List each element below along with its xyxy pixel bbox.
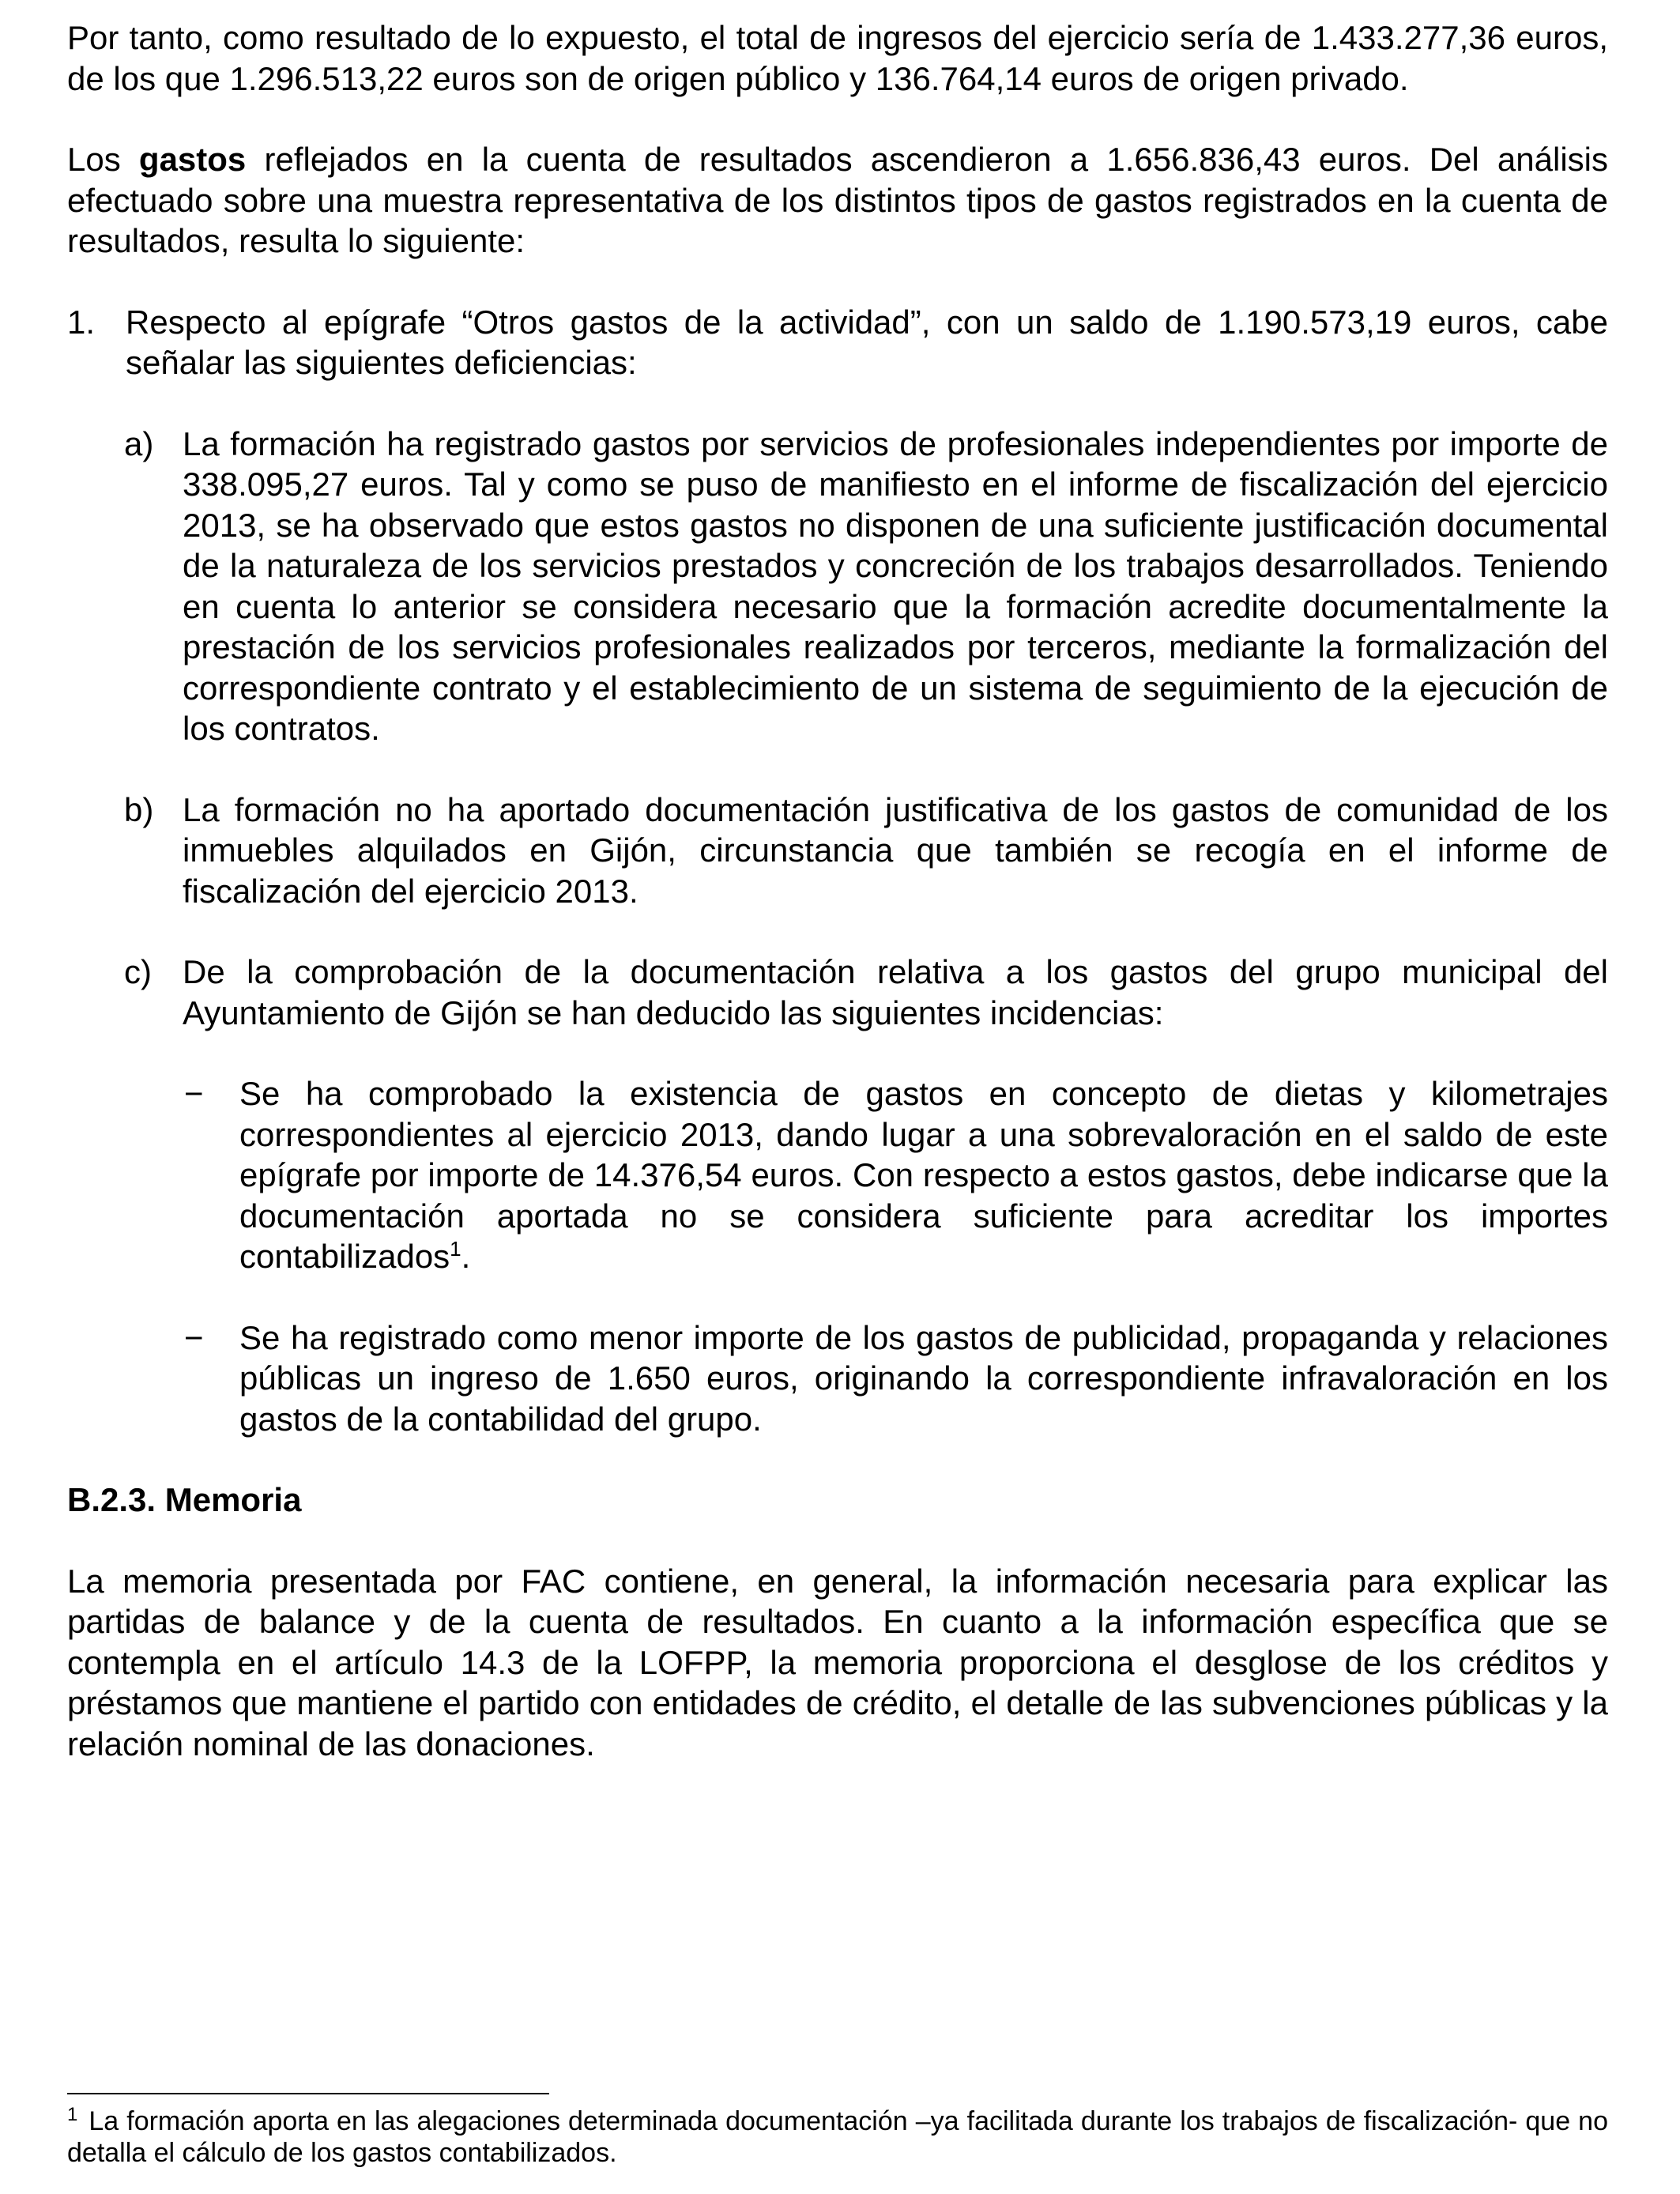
expenses-keyword: gastos	[138, 141, 247, 178]
list-item-text: Respecto al epígrafe “Otros gastos de la actividad”, con un saldo de 1.190.573,19 euros, cabe señalar las siguientes deficiencias:	[126, 303, 1608, 381]
list-marker: c)	[124, 953, 152, 990]
list-item-a	[67, 424, 1608, 749]
list-marker: 1.	[67, 303, 96, 341]
dash-marker: −	[184, 1075, 204, 1112]
footnote-number: 1	[67, 2103, 78, 2125]
list-item-b	[67, 790, 1608, 912]
paragraph-income: Por tanto, como resultado de lo expuesto, el total de ingresos del ejercicio sería de 1.433.277,36 euros, de los que 1.296.513,22 euros son de origen público y 136.764,14 euros de origen privado.	[67, 19, 1608, 97]
list-item-text: De la comprobación de la documentación relativa a los gastos del grupo municipal del Ayuntamiento de Gijón se han deducido las siguientes incidencias:	[183, 953, 1608, 1031]
list-marker: b)	[124, 790, 154, 828]
dash-item-end: .	[461, 1238, 471, 1275]
list-item-1	[67, 302, 1608, 383]
dash-item-1	[67, 1073, 1608, 1277]
dash-item-body: Se ha comprobado la existencia de gastos en concepto de dietas y kilometrajes correspondientes al ejercicio 2013, dando lugar a una sobrevaloración en el saldo de este epígrafe por importe de 14.376,54 euros. Con respecto a estos gastos, debe indicarse que la documentación aportada no se considera suficiente para acreditar los importes contabilizados	[239, 1075, 1608, 1275]
footnote	[67, 2105, 1608, 2169]
paragraph-expenses	[67, 139, 1608, 262]
dash-item-text	[239, 1073, 1608, 1277]
dash-item-text: Se ha registrado como menor importe de los gastos de publicidad, propaganda y relaciones públicas un ingreso de 1.650 euros, originando la correspondiente infravaloración en los gastos de la contabilidad del grupo.	[239, 1318, 1608, 1438]
section-heading: B.2.3. Memoria	[67, 1481, 302, 1518]
footnote-text: La formación aporta en las alegaciones determinada documentación –ya facilitada durante los trabajos de fiscalización- que no detalla el cálculo de los gastos contabilizados.	[67, 2106, 1608, 2168]
dash-marker: −	[184, 1318, 204, 1356]
document-body	[67, 17, 1608, 1764]
list-marker: a)	[124, 424, 154, 462]
expenses-text: reflejados en la cuenta de resultados ascendieron a 1.656.836,43 euros. Del análisis efectuado sobre una muestra representativa de los distintos tipos de gastos registrados en la cuenta de resultados, resulta lo siguiente:	[67, 141, 1608, 259]
footnote-reference[interactable]: 1	[450, 1237, 461, 1261]
expenses-intro: Los	[67, 141, 139, 178]
list-item-text: La formación ha registrado gastos por servicios de profesionales independientes por importe de 338.095,27 euros. Tal y como se puso de manifiesto en el informe de fiscalización del ejercicio 2013, se ha observado que estos gastos no disponen de una suficiente justificación documental de la naturaleza de los servicios prestados y concreción de los trabajos desarrollados. Teniendo en cuenta lo anterior se considera necesario que la formación acredite documentalmente la prestación de los servicios profesionales realizados por terceros, mediante la formalización del correspondiente contrato y el establecimiento de un sistema de seguimiento de la ejecución de los contratos.	[183, 424, 1608, 747]
dash-item-2	[67, 1318, 1608, 1440]
list-item-c	[67, 952, 1608, 1033]
footnote-divider	[67, 2093, 549, 2094]
list-item-text: La formación no ha aportado documentación justificativa de los gastos de comunidad de los inmuebles alquilados en Gijón, circunstancia que también se recogía en el informe de fiscalización del ejercicio 2013.	[183, 790, 1608, 910]
paragraph-memoria: La memoria presentada por FAC contiene, en general, la información necesaria para explicar las partidas de balance y de la cuenta de resultados. En cuanto a la información específica que se contempla en el artículo 14.3 de la LOFPP, la memoria proporciona el desglose de los créditos y préstamos que mantiene el partido con entidades de crédito, el detalle de las subvenciones públicas y la relación nominal de las donaciones.	[67, 1562, 1608, 1762]
